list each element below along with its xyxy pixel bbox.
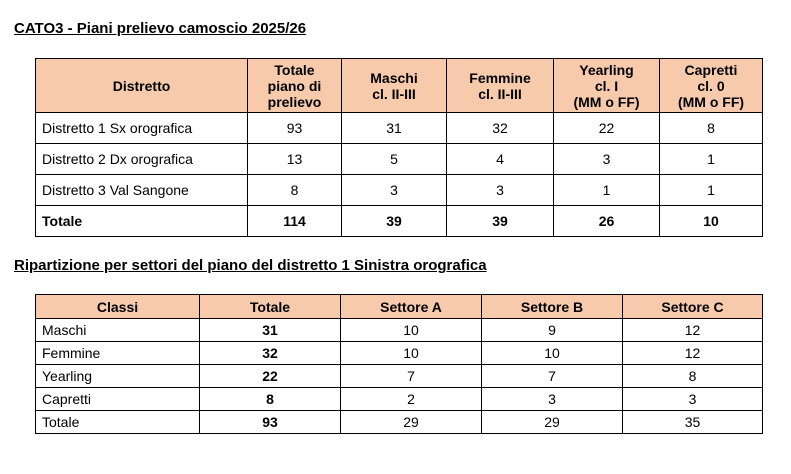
cell-settore-b: 10 (482, 342, 623, 365)
cell-maschi: 31 (342, 113, 447, 144)
header-capretti: Capretti cl. 0 (MM o FF) (660, 59, 763, 113)
header-yearling: Yearling cl. I (MM o FF) (554, 59, 660, 113)
cell-capretti: 8 (660, 113, 763, 144)
cell-classe: Totale (36, 411, 200, 434)
cell-yearling: 26 (554, 206, 660, 237)
page-title: CATO3 - Piani prelievo camoscio 2025/26 (14, 20, 307, 37)
cell-maschi: 3 (342, 175, 447, 206)
cell-totale: 114 (248, 206, 342, 237)
cell-yearling: 3 (554, 144, 660, 175)
cell-settore-b: 7 (482, 365, 623, 388)
cell-classe: Maschi (36, 319, 200, 342)
cell-settore-a: 10 (341, 342, 482, 365)
cell-settore-c: 12 (623, 342, 763, 365)
cell-settore-c: 12 (623, 319, 763, 342)
header-femmine: Femmine cl. II-III (447, 59, 554, 113)
cell-settore-b: 9 (482, 319, 623, 342)
cell-totale: 22 (200, 365, 341, 388)
cell-maschi: 5 (342, 144, 447, 175)
cell-capretti: 1 (660, 175, 763, 206)
cell-settore-c: 8 (623, 365, 763, 388)
cell-settore-a: 7 (341, 365, 482, 388)
cell-yearling: 1 (554, 175, 660, 206)
cell-settore-a: 2 (341, 388, 482, 411)
table-row (36, 342, 763, 365)
cell-totale: 93 (200, 411, 341, 434)
cell-maschi: 39 (342, 206, 447, 237)
section-title: Ripartizione per settori del piano del distretto 1 Sinistra orografica (14, 257, 487, 274)
table-header-row (36, 59, 763, 113)
cell-distretto: Distretto 3 Val Sangone (36, 175, 248, 206)
header-maschi: Maschi cl. II-III (342, 59, 447, 113)
header-totale: Totale (200, 295, 341, 319)
cell-femmine: 32 (447, 113, 554, 144)
cell-settore-a: 10 (341, 319, 482, 342)
cell-femmine: 3 (447, 175, 554, 206)
cell-totale: 13 (248, 144, 342, 175)
piani-prelievo-table (35, 58, 763, 237)
table-total-row (36, 206, 763, 237)
header-settore-b: Settore B (482, 295, 623, 319)
cell-totale: 31 (200, 319, 341, 342)
cell-settore-a: 29 (341, 411, 482, 434)
cell-femmine: 39 (447, 206, 554, 237)
cell-capretti: 1 (660, 144, 763, 175)
cell-totale: 32 (200, 342, 341, 365)
cell-settore-b: 29 (482, 411, 623, 434)
cell-distretto: Totale (36, 206, 248, 237)
cell-settore-b: 3 (482, 388, 623, 411)
cell-distretto: Distretto 1 Sx orografica (36, 113, 248, 144)
cell-yearling: 22 (554, 113, 660, 144)
cell-femmine: 4 (447, 144, 554, 175)
cell-classe: Capretti (36, 388, 200, 411)
table-header-row (36, 295, 763, 319)
header-classi: Classi (36, 295, 200, 319)
cell-totale: 8 (248, 175, 342, 206)
table-row (36, 365, 763, 388)
table-row (36, 388, 763, 411)
cell-totale: 93 (248, 113, 342, 144)
cell-distretto: Distretto 2 Dx orografica (36, 144, 248, 175)
table-total-row (36, 411, 763, 434)
cell-settore-c: 35 (623, 411, 763, 434)
header-distretto: Distretto (36, 59, 248, 113)
table-row (36, 319, 763, 342)
table-row (36, 144, 763, 175)
ripartizione-settori-table (35, 294, 763, 434)
cell-capretti: 10 (660, 206, 763, 237)
table-row (36, 175, 763, 206)
cell-classe: Yearling (36, 365, 200, 388)
cell-totale: 8 (200, 388, 341, 411)
header-settore-a: Settore A (341, 295, 482, 319)
header-settore-c: Settore C (623, 295, 763, 319)
cell-settore-c: 3 (623, 388, 763, 411)
cell-classe: Femmine (36, 342, 200, 365)
header-totale: Totale piano di prelievo (248, 59, 342, 113)
table-row (36, 113, 763, 144)
